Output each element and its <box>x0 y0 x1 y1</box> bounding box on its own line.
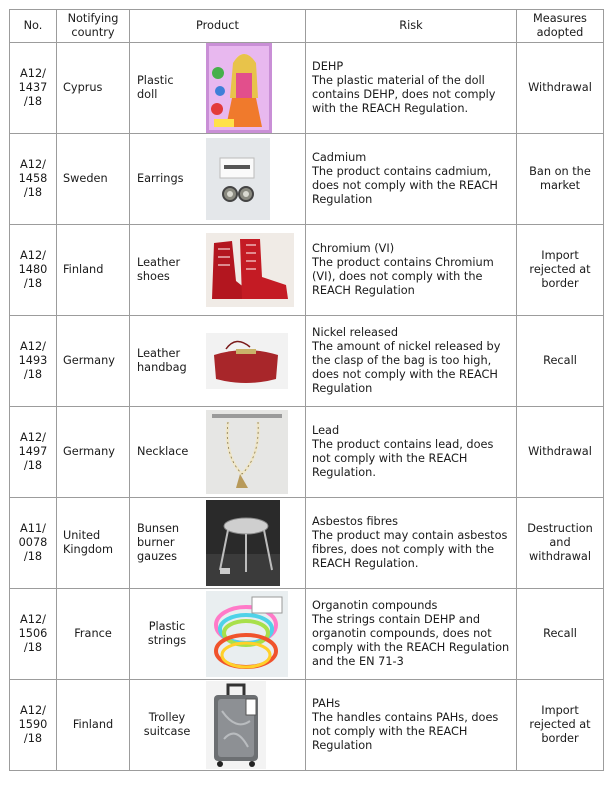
risk-title: Nickel released <box>312 326 398 339</box>
gauze-photo <box>206 500 280 586</box>
row-number: A12/ 1590 /18 <box>10 680 57 771</box>
row-risk <box>306 407 517 498</box>
row-number: A12/ 1506 /18 <box>10 589 57 680</box>
row-risk <box>306 498 517 589</box>
table-row <box>10 225 604 316</box>
shoes-photo <box>206 233 294 307</box>
row-product <box>130 680 306 771</box>
header-country: Notifying country <box>57 10 130 43</box>
risk-title: Organotin compounds <box>312 599 438 612</box>
earrings-photo <box>206 138 270 220</box>
risk-description: The product contains Chromium (VI), does not comply with the REACH Regulation <box>312 256 494 297</box>
risk-title: Asbestos fibres <box>312 515 398 528</box>
row-risk <box>306 316 517 407</box>
necklace-photo <box>206 410 288 494</box>
product-name: Bunsen burner gauzes <box>137 522 180 563</box>
row-number: A12/ 1437 /18 <box>10 43 57 134</box>
row-product <box>130 589 306 680</box>
row-measures: Recall <box>517 589 604 680</box>
row-number: A11/ 0078 /18 <box>10 498 57 589</box>
table-row <box>10 680 604 771</box>
table-row <box>10 316 604 407</box>
row-country: Cyprus <box>57 43 130 134</box>
risk-title: Chromium (VI) <box>312 242 395 255</box>
suitcase-photo <box>206 681 266 769</box>
risk-title: Cadmium <box>312 151 367 164</box>
strings-photo <box>206 591 288 677</box>
row-product <box>130 225 306 316</box>
table-row <box>10 589 604 680</box>
product-name: Necklace <box>137 445 189 458</box>
risk-title: DEHP <box>312 60 344 73</box>
row-measures: Import rejected at border <box>517 680 604 771</box>
risk-title: PAHs <box>312 697 341 710</box>
risk-description: The amount of nickel released by the clasp of the bag is too high, does not comply with the REACH Regulation <box>312 340 501 395</box>
row-product <box>130 407 306 498</box>
row-risk <box>306 43 517 134</box>
row-country: United Kingdom <box>57 498 130 589</box>
row-number: A12/ 1497 /18 <box>10 407 57 498</box>
risk-description: The product contains cadmium, does not comply with the REACH Regulation <box>312 165 498 206</box>
row-number: A12/ 1493 /18 <box>10 316 57 407</box>
row-measures: Import rejected at border <box>517 225 604 316</box>
risk-description: The plastic material of the doll contains DEHP, does not comply with the REACH Regulation. <box>312 74 496 115</box>
row-measures: Ban on the market <box>517 134 604 225</box>
row-product <box>130 316 306 407</box>
row-country: Germany <box>57 316 130 407</box>
row-measures: Recall <box>517 316 604 407</box>
row-risk <box>306 225 517 316</box>
table-row <box>10 134 604 225</box>
row-product <box>130 43 306 134</box>
row-measures: Destruction and withdrawal <box>517 498 604 589</box>
header-product: Product <box>130 10 306 43</box>
row-country: France <box>57 589 130 680</box>
risk-description: The strings contain DEHP and organotin compounds, does not comply with the REACH Regulation and the EN 71-3 <box>312 613 510 668</box>
table-row <box>10 498 604 589</box>
header-risk: Risk <box>306 10 517 43</box>
row-measures: Withdrawal <box>517 407 604 498</box>
risk-description: The product may contain asbestos fibres, does not comply with the REACH Regulation. <box>312 529 508 570</box>
row-country: Finland <box>57 225 130 316</box>
product-name: Leather shoes <box>137 256 181 283</box>
risk-description: The handles contains PAHs, does not comply with the REACH Regulation <box>312 711 499 752</box>
header-no: No. <box>10 10 57 43</box>
product-name: Plastic strings <box>147 620 187 647</box>
row-product <box>130 134 306 225</box>
row-number: A12/ 1480 /18 <box>10 225 57 316</box>
product-name: Leather handbag <box>137 347 187 374</box>
risk-title: Lead <box>312 424 340 437</box>
header-measures: Measures adopted <box>517 10 604 43</box>
row-number: A12/ 1458 /18 <box>10 134 57 225</box>
row-measures: Withdrawal <box>517 43 604 134</box>
row-risk <box>306 589 517 680</box>
doll-photo <box>206 43 272 133</box>
product-name: Trolley suitcase <box>143 711 191 738</box>
row-country: Germany <box>57 407 130 498</box>
row-country: Sweden <box>57 134 130 225</box>
header-row <box>10 10 604 43</box>
row-product <box>130 498 306 589</box>
handbag-photo <box>206 333 288 389</box>
row-risk <box>306 680 517 771</box>
risk-description: The product contains lead, does not comply with the REACH Regulation. <box>312 438 494 479</box>
table-row <box>10 43 604 134</box>
alerts-table <box>9 9 604 771</box>
row-risk <box>306 134 517 225</box>
table-row <box>10 407 604 498</box>
row-country: Finland <box>57 680 130 771</box>
product-name: Plastic doll <box>137 74 174 101</box>
product-name: Earrings <box>137 172 184 185</box>
